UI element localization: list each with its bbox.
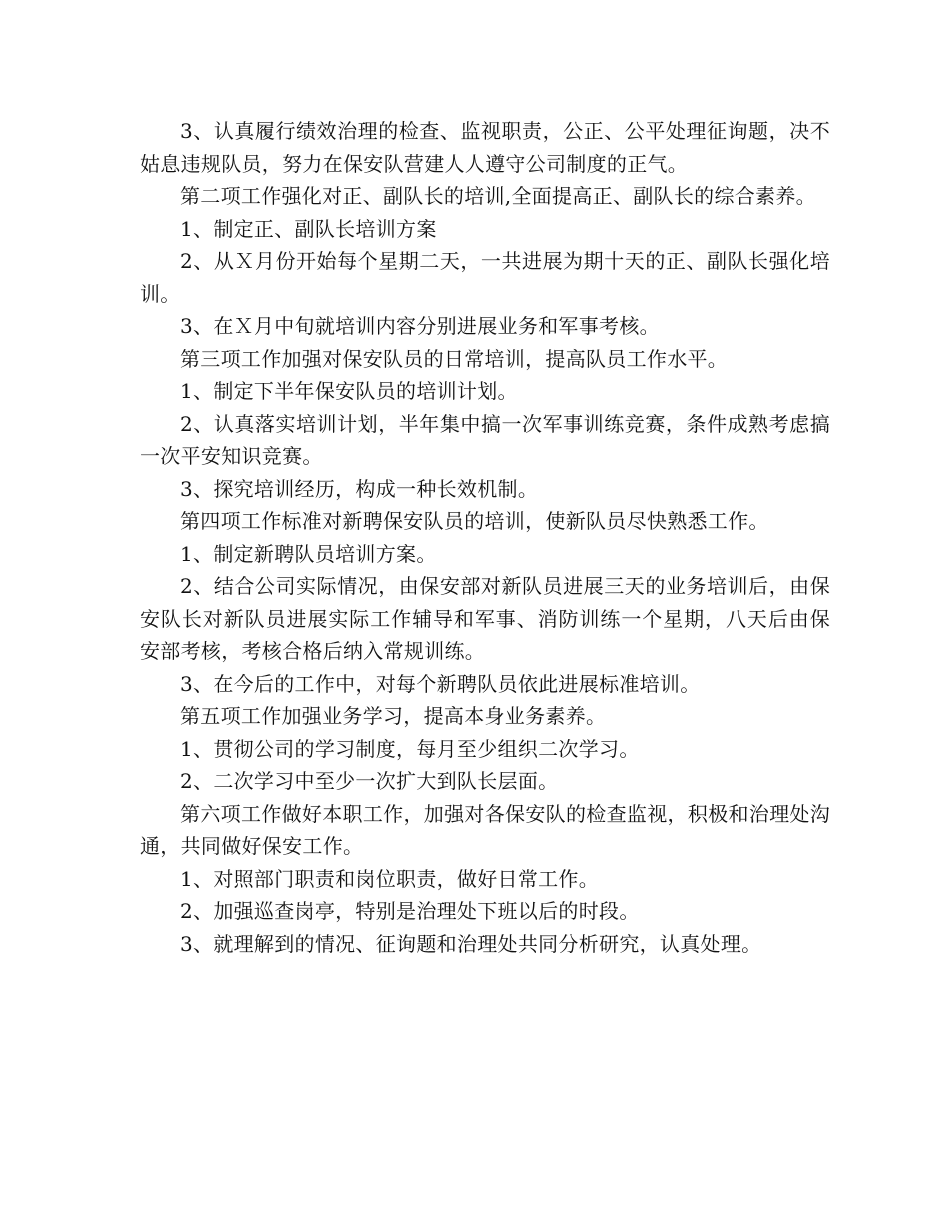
paragraph: 1、制定正、副队长培训方案	[180, 216, 437, 241]
paragraph: 2、加强巡查岗亭，特别是治理处下班以后的时段。	[180, 899, 640, 923]
paragraph: 第五项工作加强业务学习，提高本身业务素养。	[180, 704, 607, 728]
paragraph: 3、认真履行绩效治理的检查、监视职责，公正、公平处理征询题，决不姑息违规队员，努力在保安队营建人人遵守公司制度的正气。	[140, 119, 830, 176]
paragraph: 2、从Ｘ月份开始每个星期二天，一共进展为期十天的正、副队长强化培训。	[140, 249, 830, 306]
paragraph: 2、二次学习中至少一次扩大到队长层面。	[180, 769, 559, 793]
paragraph: 第二项工作强化对正、副队长的培训,全面提高正、副队长的综合素养。	[180, 184, 816, 208]
paragraph: 1、制定下半年保安队员的培训计划。	[180, 379, 518, 403]
paragraph: 3、就理解到的情况、征询题和治理处共同分析研究，认真处理。	[180, 931, 762, 956]
paragraph: 第四项工作标准对新聘保安队员的培训，使新队员尽快熟悉工作。	[180, 509, 769, 533]
paragraph: 2、认真落实培训计划，半年集中搞一次军事训练竞赛，条件成熟考虑搞一次平安知识竞赛。	[140, 411, 830, 468]
document-body	[140, 115, 830, 960]
paragraph: 1、对照部门职责和岗位职责，做好日常工作。	[180, 866, 600, 891]
paragraph: 3、探究培训经历，构成一种长效机制。	[180, 476, 539, 501]
paragraph: 3、在Ｘ月中旬就培训内容分别进展业务和军事考核。	[180, 314, 660, 338]
paragraph: 第六项工作做好本职工作，加强对各保安队的检查监视，积极和治理处沟通，共同做好保安工作。	[140, 801, 830, 858]
paragraph: 1、制定新聘队员培训方案。	[180, 541, 437, 566]
paragraph: 2、结合公司实际情况，由保安部对新队员进展三天的业务培训后，由保安队长对新队员进展实际工作辅导和军事、消防训练一个星期，八天后由保安部考核，考核合格后纳入常规训练。	[140, 574, 830, 663]
paragraph: 第三项工作加强对保安队员的日常培训，提高队员工作水平。	[180, 346, 729, 371]
paragraph: 3、在今后的工作中，对每个新聘队员依此进展标准培训。	[180, 671, 701, 696]
paragraph: 1、贯彻公司的学习制度，每月至少组织二次学习。	[180, 736, 640, 761]
